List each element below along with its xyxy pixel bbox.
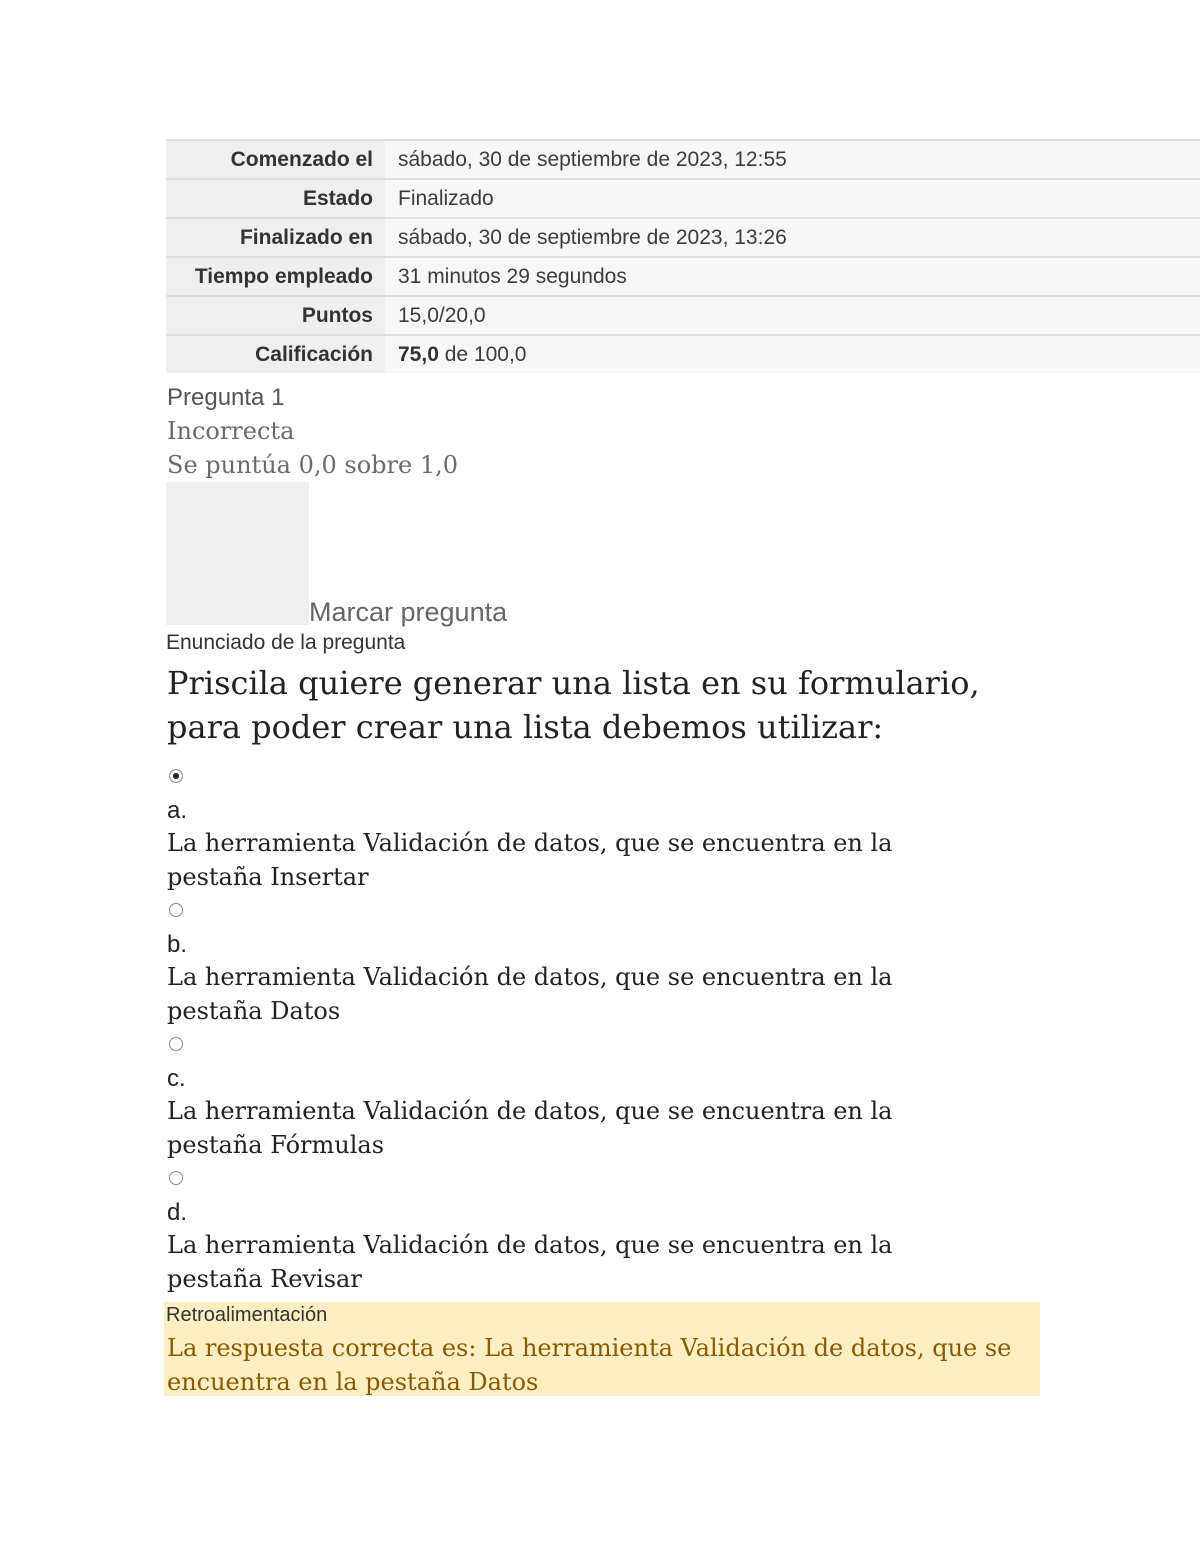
summary-row-started [166,140,1200,179]
summary-label: Calificación [166,335,385,373]
summary-label: Puntos [166,296,385,335]
summary-row-time-taken [166,257,1200,296]
summary-value [385,335,1200,373]
grade-total: de 100,0 [438,343,527,366]
attempt-summary-table [166,139,1200,373]
summary-label: Comenzado el [166,140,385,179]
option-b-radio[interactable] [169,903,183,917]
flag-icon[interactable] [166,482,309,625]
summary-value: 31 minutos 29 segundos [385,257,1200,296]
option-d-radio[interactable] [169,1171,183,1185]
question-state: Incorrecta [167,417,295,445]
summary-label: Tiempo empleado [166,257,385,296]
option-c-radio[interactable] [169,1037,183,1051]
option-a-letter: a. [167,797,188,824]
summary-row-finished [166,218,1200,257]
question-grade: Se puntúa 0,0 sobre 1,0 [167,451,458,479]
option-d-letter: d. [167,1199,188,1226]
summary-label: Finalizado en [166,218,385,257]
option-a-text[interactable]: La herramienta Validación de datos, que se encuentra en la pestaña Insertar [167,829,893,891]
option-c-letter: c. [167,1065,186,1092]
option-a-radio[interactable] [169,769,183,783]
option-b-text[interactable]: La herramienta Validación de datos, que se encuentra en la pestaña Datos [167,963,893,1025]
summary-value: 15,0/20,0 [385,296,1200,335]
summary-row-grade [166,335,1200,373]
summary-value: sábado, 30 de septiembre de 2023, 13:26 [385,218,1200,257]
summary-row-points [166,296,1200,335]
question-stem-label: Enunciado de la pregunta [166,631,406,654]
question-number: Pregunta 1 [167,384,285,411]
option-b-letter: b. [167,931,188,958]
feedback-label: Retroalimentación [166,1304,328,1326]
summary-row-state [166,179,1200,218]
option-d-text[interactable]: La herramienta Validación de datos, que se encuentra en la pestaña Revisar [167,1231,893,1293]
feedback-text: La respuesta correcta es: La herramienta Validación de datos, que se encuentra en la pestaña Datos [167,1334,1012,1396]
summary-value: sábado, 30 de septiembre de 2023, 12:55 [385,140,1200,179]
grade-score: 75,0 [398,343,439,366]
summary-value: Finalizado [385,179,1200,218]
option-c-text[interactable]: La herramienta Validación de datos, que se encuentra en la pestaña Fórmulas [167,1097,893,1159]
question-text: Priscila quiere generar una lista en su formulario, para poder crear una lista debemos utilizar: [167,664,980,746]
summary-label: Estado [166,179,385,218]
flag-question-link[interactable]: Marcar pregunta [309,597,508,627]
